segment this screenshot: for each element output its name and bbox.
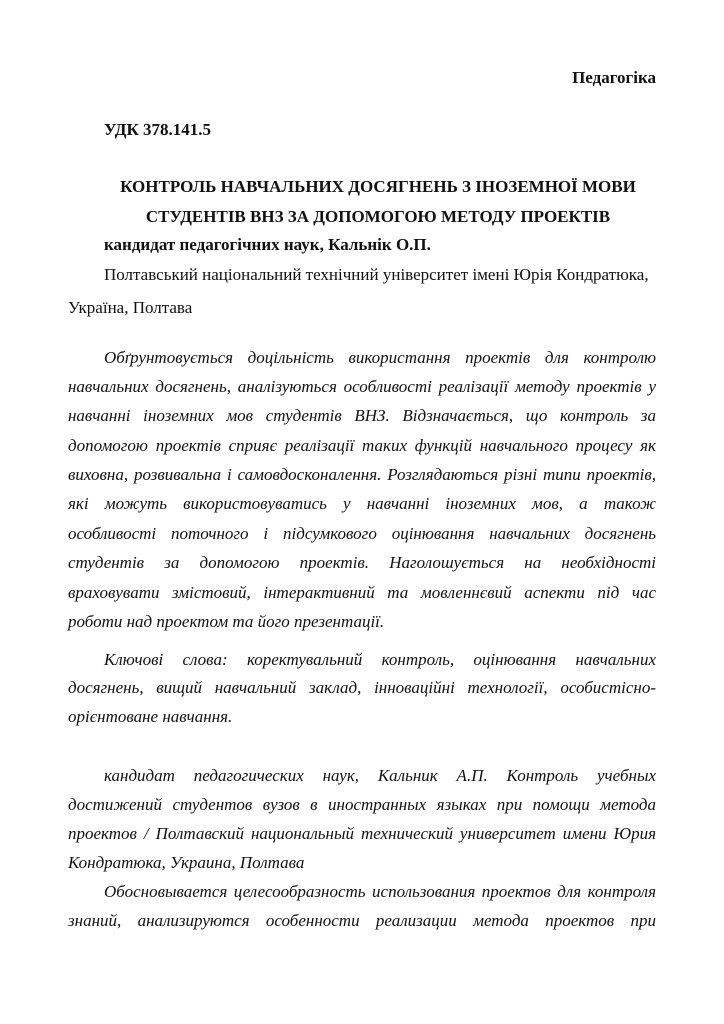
abstract-ua-line: роботи над проектом та його презентації. bbox=[68, 612, 385, 631]
abstract-ua-line: враховувати змістовий, інтерактивний та мовленнєвий аспекти під час bbox=[68, 583, 656, 602]
abstract-ua-line: виховна, розвивальна і самовдосконалення. Розглядаються різні типи проектів, bbox=[68, 465, 656, 484]
ru-header-line: проектов / Полтавский национальный технический университет имени Юрия bbox=[68, 824, 656, 843]
affiliation-line-2: Україна, Полтава bbox=[68, 298, 193, 317]
ru-header-line: достижений студентов вузов в иностранных языках при помощи метода bbox=[68, 795, 656, 814]
abstract-ru-line: знаний, анализируются особенности реализации метода проектов при bbox=[68, 911, 656, 930]
abstract-ua-line: особливості поточного і підсумкового оцінювання навчальних досягнень bbox=[68, 524, 656, 543]
affiliation-line-1: Полтавський національний технічний університет імені Юрія Кондратюка, bbox=[104, 265, 649, 284]
ru-header-line: кандидат педагогических наук, Кальник А.П. Контроль учебных bbox=[104, 766, 656, 785]
keywords-line: досягнень, вищий навчальний заклад, інноваційні технології, особистісно- bbox=[68, 678, 656, 697]
title-line-1: КОНТРОЛЬ НАВЧАЛЬНИХ ДОСЯГНЕНЬ З ІНОЗЕМНОЇ МОВИ bbox=[120, 177, 636, 196]
abstract-ua-line: навчальних досягнень, аналізуються особливості реалізації методу проектів у bbox=[68, 377, 656, 396]
abstract-ua-line: навчанні іноземних мов студентів ВНЗ. Відзначається, що контроль за bbox=[68, 406, 656, 425]
abstract-ua-line: студентів за допомогою проектів. Наголошується на необхідності bbox=[68, 553, 656, 572]
section-label: Педагогіка bbox=[572, 68, 656, 87]
abstract-ua-line: Обґрунтовується доцільність використання проектів для контролю bbox=[104, 348, 656, 367]
keywords-line: Ключові слова: коректувальний контроль, оцінювання навчальних bbox=[104, 650, 656, 669]
abstract-ru-line: Обосновывается целесообразность использования проектов для контроля bbox=[104, 882, 656, 901]
abstract-ua-line: які можуть використовуватись у навчанні іноземних мов, а також bbox=[68, 494, 656, 513]
keywords-line: орієнтоване навчання. bbox=[68, 707, 233, 726]
ru-header-line: Кондратюка, Украина, Полтава bbox=[68, 853, 305, 872]
author: кандидат педагогічних наук, Кальнік О.П. bbox=[104, 235, 431, 254]
udc-code: УДК 378.141.5 bbox=[104, 120, 212, 139]
title-line-2: СТУДЕНТІВ ВНЗ ЗА ДОПОМОГОЮ МЕТОДУ ПРОЕКТІВ bbox=[145, 207, 611, 226]
abstract-ua-line: допомогою проектів сприяє реалізації таких функцій навчального процесу як bbox=[68, 436, 656, 455]
